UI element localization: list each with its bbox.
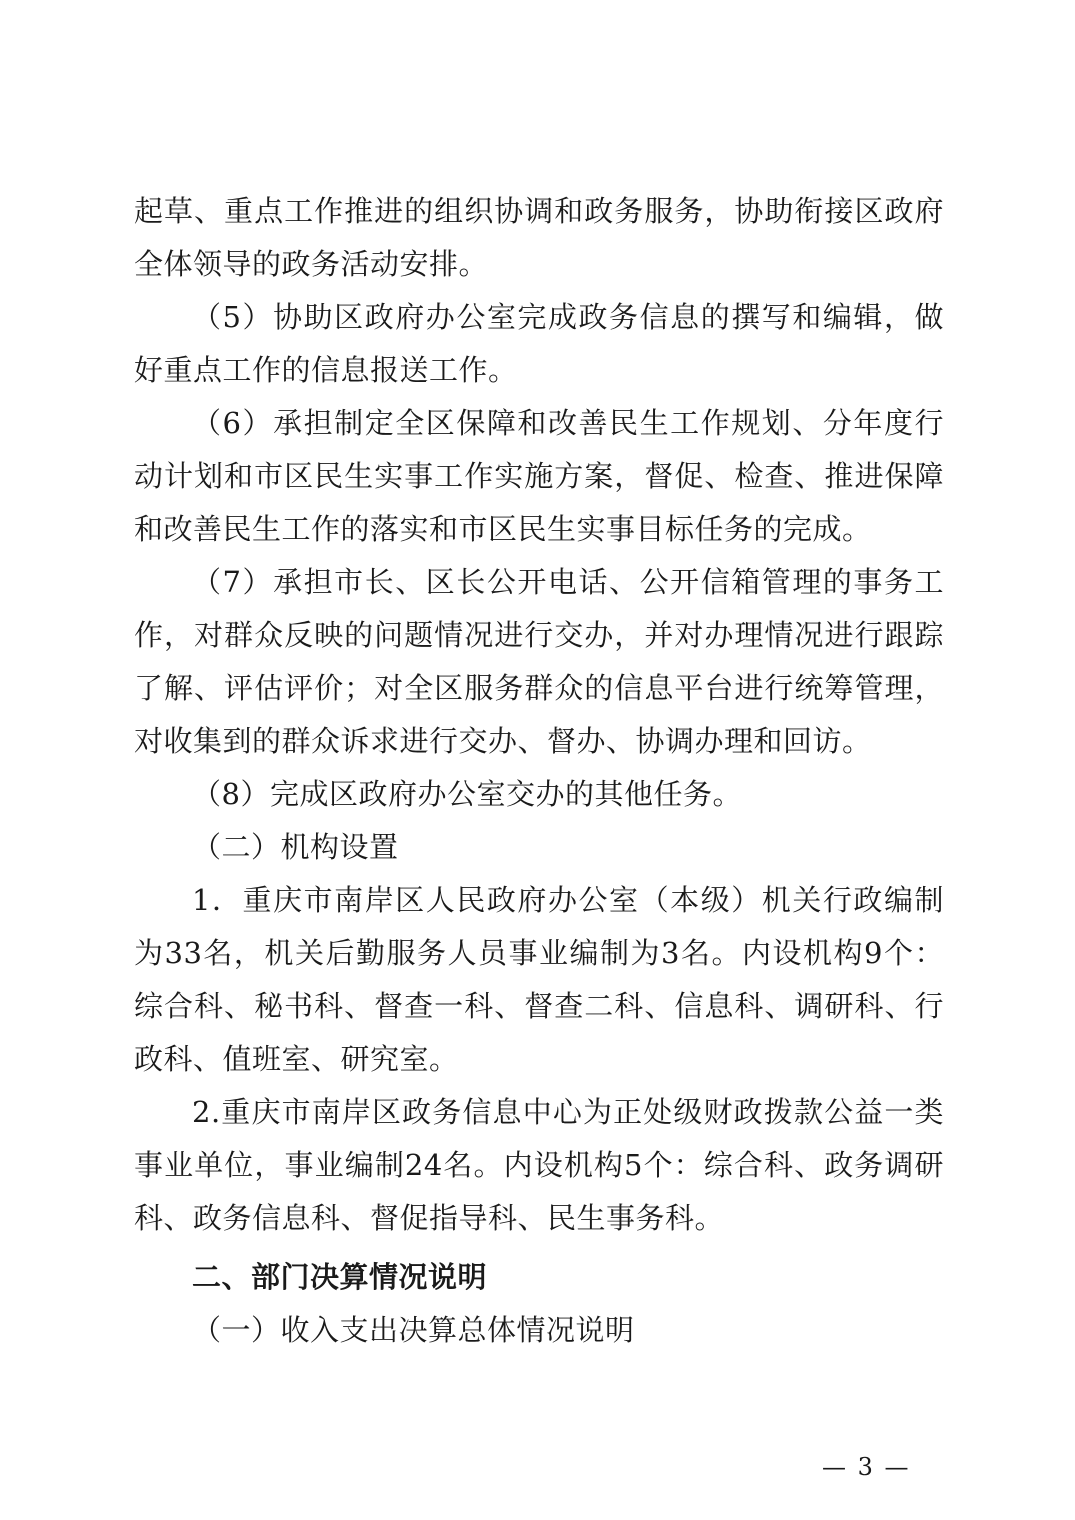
paragraph-item-8: （8）完成区政府办公室交办的其他任务。 [192, 777, 742, 811]
subsection-heading-income-expenditure: （一）收入支出决算总体情况说明 [192, 1313, 635, 1347]
section-heading-organization: （二）机构设置 [192, 830, 399, 864]
paragraph-item-6: （6）承担制定全区保障和改善民生工作规划、分年度行动计划和市区民生实事工作实施方案，督促、检查、推进保障和改善民生工作的落实和市区民生实事目标任务的完成。 [134, 406, 944, 546]
paragraph-item-5: （5）协助区政府办公室完成政务信息的撰写和编辑，做好重点工作的信息报送工作。 [134, 300, 944, 387]
paragraph-item-7: （7）承担市长、区长公开电话、公开信箱管理的事务工作，对群众反映的问题情况进行交办，并对办理情况进行跟踪了解、评估评价；对全区服务群众的信息平台进行统筹管理，对收集到的群众诉求进行交办、督办、协调办理和回访。 [134, 565, 944, 758]
page-number: — 3 — [822, 1453, 911, 1481]
paragraph-1: 起草、重点工作推进的组织协调和政务服务，协助衔接区政府全体领导的政务活动安排。 [134, 194, 944, 281]
section-heading-final-accounts: 二、部门决算情况说明 [192, 1260, 488, 1294]
document-body [134, 185, 944, 1357]
paragraph-org-1: 1．重庆市南岸区人民政府办公室（本级）机关行政编制为33名，机关后勤服务人员事业编制为3名。内设机构9个：综合科、秘书科、督查一科、督查二科、信息科、调研科、行政科、值班室、研究室。 [134, 883, 944, 1076]
paragraph-org-2: 2.重庆市南岸区政务信息中心为正处级财政拨款公益一类事业单位，事业编制24名。内设机构5个：综合科、政务调研科、政务信息科、督促指导科、民生事务科。 [134, 1095, 944, 1235]
